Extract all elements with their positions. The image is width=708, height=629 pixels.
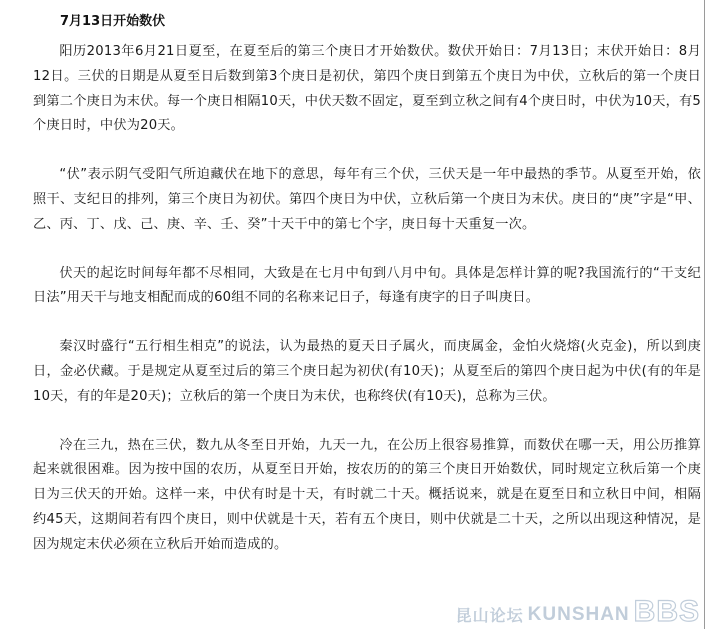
paragraph: “伏”表示阴气受阳气所迫藏伏在地下的意思，每年有三个伏，三伏天是一年中最热的季节。从夏至开始，依照干、支纪日的排列，第三个庚日为初伏。第四个庚日为中伏，立秋后第一个庚日为末伏。庚日的“庚”字是“甲、乙、丙、丁、戊、己、庚、辛、壬、癸”十天干中的第七个字，庚日每十天重复一次。 — [33, 167, 701, 232]
forum-watermark — [455, 595, 700, 628]
watermark-cn-text: 昆山论坛 — [455, 606, 524, 625]
watermark-latin-text: KUNSHAN — [527, 604, 630, 625]
paragraph: 伏天的起讫时间每年都不尽相同，大致是在七月中旬到八月中旬。具体是怎样计算的呢?我国流行的“干支纪日法”用天干与地支相配而成的60组不同的名称来记日子，每逢有庚字的日子叫庚日。 — [33, 265, 701, 306]
article-title: 7月13日开始数伏 — [60, 14, 166, 29]
paragraph: 秦汉时盛行“五行相生相克”的说法，认为最热的夏天日子属火，而庚属金，金怕火烧熔(火克金)，所以到庚日，金必伏藏。于是规定从夏至过后的第三个庚日起为初伏(有10天)；从夏至后的第四个庚日起为中伏(有的年是10天，有的年是20天)；立秋后的第一个庚日为末伏，也称终伏(有10天)，总称为三伏。 — [33, 339, 701, 404]
page-border — [704, 0, 705, 629]
article-body — [33, 40, 701, 582]
watermark-bbs-text: BBS — [633, 595, 700, 628]
paragraph: 阳历2013年6月21日夏至，在夏至后的第三个庚日才开始数伏。数伏开始日：7月13日；末伏开始日：8月12日。三伏的日期是从夏至日后数到第3个庚日是初伏，第四个庚日到第五个庚日为中伏，立秋后的第一个庚日到第二个庚日为末伏。每一个庚日相隔10天，中伏天数不固定，夏至到立秋之间有4个庚日时，中伏为10天，有5个庚日时，中伏为20天。 — [33, 44, 701, 134]
paragraph: 冷在三九，热在三伏，数九从冬至日开始，九天一九，在公历上很容易推算，而数伏在哪一天，用公历推算起来就很困难。因为按中国的农历，从夏至日开始，按农历的的第三个庚日开始数伏，同时规定立秋后第一个庚日为三伏天的开始。这样一来，中伏有时是十天，有时就二十天。概括说来，就是在夏至日和立秋日中间，相隔约45天，这期间若有四个庚日，则中伏就是十天，若有五个庚日，则中伏就是二十天，之所以出现这种情况，是因为规定末伏必须在立秋后开始而造成的。 — [33, 437, 701, 552]
